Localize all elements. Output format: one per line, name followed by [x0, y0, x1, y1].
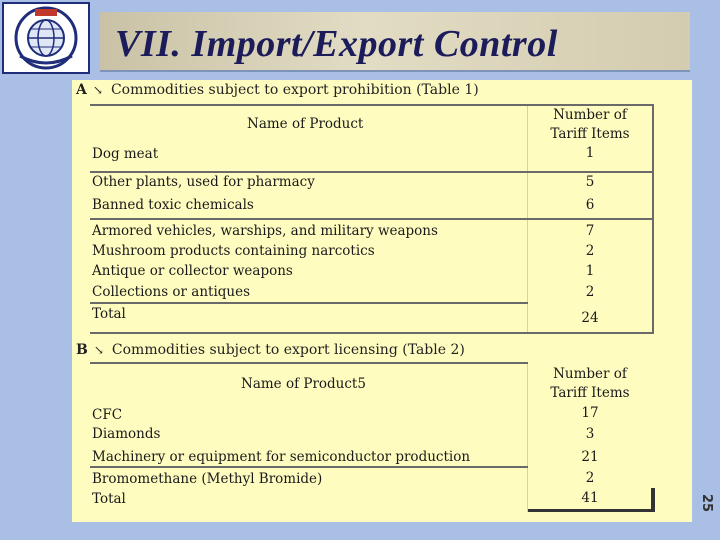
table-row-count: 7 [585, 223, 595, 239]
table-row-count: 2 [585, 284, 595, 300]
column-header-product: Name of Product [247, 116, 364, 132]
table-row-count: 21 [581, 449, 599, 465]
column-header-count-line1: Number of [553, 107, 627, 123]
table-border-right [652, 302, 654, 334]
table-row-product: Banned toxic chemicals [92, 197, 254, 213]
table-row-product: Armored vehicles, warships, and military weapons [92, 223, 438, 239]
row-divider [90, 171, 654, 173]
row-divider [90, 302, 528, 304]
slide-title: VII. Import/Export Control [115, 23, 558, 65]
table-row-product: Bromomethane (Methyl Bromide) [92, 471, 323, 487]
table-row-count: 3 [585, 426, 595, 442]
row-divider [90, 466, 528, 468]
table-row-product: Machinery or equipment for semiconductor production [92, 449, 471, 465]
table-row-count: 17 [581, 405, 599, 421]
section-a-heading [76, 82, 479, 98]
page-number: 25 [699, 493, 714, 513]
table-row-product: Dog meat [92, 146, 159, 162]
column-header-count-line2: Tariff Items [550, 126, 630, 142]
bureau-logo [2, 2, 90, 74]
section-b-heading [76, 342, 465, 358]
arrow-icon: ↘ [92, 83, 103, 97]
table-row-product: Antique or collector weapons [92, 263, 293, 279]
table-row-count: 2 [585, 470, 595, 486]
table-row-count: 1 [585, 263, 595, 279]
column-header-count-line1: Number of [553, 366, 627, 382]
table-border-bottom [528, 509, 655, 512]
table-row-total-count: 24 [581, 310, 599, 326]
table-row-count: 2 [585, 243, 595, 259]
table-row-product: CFC [92, 407, 123, 423]
table-export-licensing [90, 362, 654, 512]
table-border-top [90, 362, 528, 364]
row-divider [90, 218, 654, 220]
section-a-title: Commodities subject to export prohibition (Table 1) [110, 82, 479, 98]
section-b-title: Commodities subject to export licensing (Table 2) [111, 342, 465, 358]
table-border-bottom [90, 332, 654, 334]
table-row-total-label: Total [92, 306, 126, 322]
table-row-count: 1 [585, 145, 595, 161]
table-row-count: 6 [585, 197, 595, 213]
table-row-product: Diamonds [92, 426, 161, 442]
arrow-icon: ↘ [93, 343, 104, 357]
table-row-total-count: 41 [581, 490, 599, 506]
column-header-product: Name of Product5 [241, 376, 366, 392]
table-row-total-label: Total [92, 491, 126, 507]
table-border-right [651, 488, 655, 510]
table-row-product: Collections or antiques [92, 284, 251, 300]
section-b-letter: B [76, 342, 88, 358]
column-header-count-line2: Tariff Items [550, 385, 630, 401]
table-row-product: Mushroom products containing narcotics [92, 243, 375, 259]
table-row-count: 5 [585, 174, 595, 190]
column-divider [527, 362, 528, 512]
table-row-product: Other plants, used for pharmacy [92, 174, 315, 190]
section-a-letter: A [76, 82, 87, 98]
table-border-top [90, 104, 654, 106]
globe-emblem-icon [4, 4, 88, 72]
table-border-right [652, 104, 654, 304]
